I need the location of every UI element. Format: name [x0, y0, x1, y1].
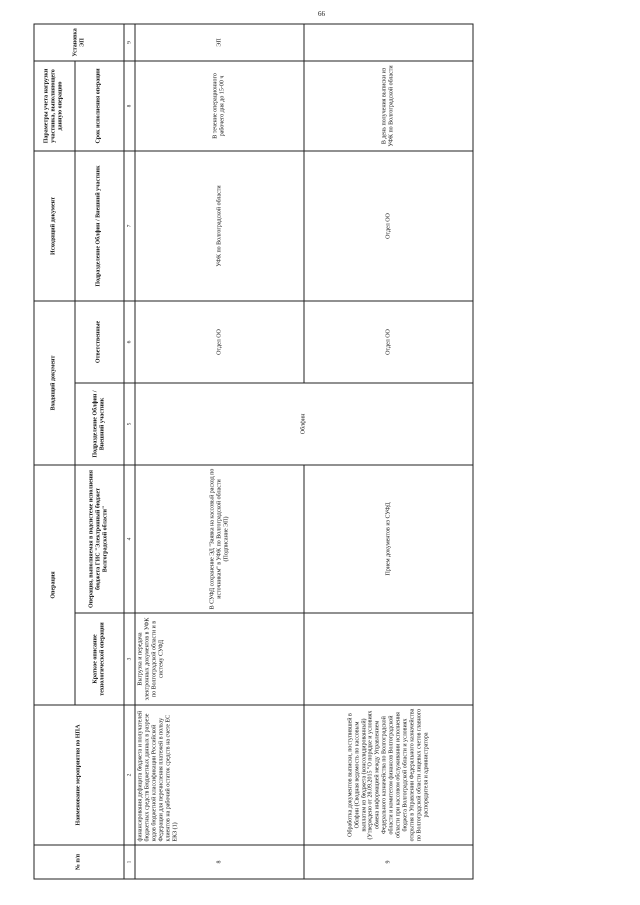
event-cell: Обработка документов выписки, поступившей в Облфин (Сводная ведомость по кассовым выплатам из бюджета (консолидированный) (Утверждено от 28.09.2015 "О порядке и условиях обмена информацией между Управлением Федерального казначейства по Волгоградской области и комитетом финансов Волгоградской области при кассовом обслуживании исполнения бюджета Волгоградской области и условиях открытия в Управлении Федерального казначейства по Волгоградской области лицевых счетов главного распорядителя и администратора [304, 705, 473, 845]
col-number: 4 [124, 465, 135, 613]
col-number: 9 [124, 24, 135, 61]
process-table [34, 23, 474, 879]
col-number: 1 [124, 845, 135, 879]
header-description: Краткое описание технологической операции [75, 613, 125, 705]
event-cell: финансирования дефицита бюджета и получателей бюджетных средств Бюджетных данных в разрезе кодов бюджетной классификации Российской Федерации для перечисления платежей в пользу клиентов на рабочий остаток средств на счете ЕС ЕКЗ (1) [135, 705, 304, 845]
responsible-cell: Отдел ОО [304, 301, 473, 383]
col-number: 7 [124, 151, 135, 301]
header-event: Наименование мероприятия по НПА [34, 705, 124, 845]
responsible-cell: Отдел ОО [135, 301, 304, 383]
out-dept-cell: Отдел ОО [304, 151, 473, 301]
header-in-dept: Подразделение Облфин / Внешний участник [75, 383, 125, 465]
header-output-doc: Исходящий документ [34, 151, 75, 301]
row-number: 8 [135, 845, 304, 879]
rotated-table-container [34, 25, 474, 880]
description-cell [304, 613, 473, 705]
col-number: 3 [124, 613, 135, 705]
page-number: 66 [318, 10, 325, 18]
col-number: 8 [124, 61, 135, 151]
header-signature: Установка ЭП [34, 24, 124, 61]
header-params: Параметры учета нагрузки участника, выполняющего данную операцию [34, 61, 75, 151]
signature-cell [304, 24, 473, 61]
description-cell: Выгрузка и передача электронных документов в УФК по Волгоградской области и в систему СУФД [135, 613, 304, 705]
deadline-cell: В день получения выписки из УФК по Волгоградской области [304, 61, 473, 151]
header-responsible: Ответственные [75, 301, 125, 383]
col-number: 6 [124, 301, 135, 383]
deadline-cell: В течение операционного рабочего дня до 15-00 ч [135, 61, 304, 151]
col-number: 2 [124, 705, 135, 845]
header-operation: Операция [34, 465, 75, 705]
header-deadline: Срок исполнения операции [75, 61, 125, 151]
table-row [135, 24, 304, 879]
header-num: № п/п [34, 845, 124, 879]
out-dept-cell: УФК по Волгоградской области [135, 151, 304, 301]
row-number: 9 [304, 845, 473, 879]
signature-cell: ЭП [135, 24, 304, 61]
subsystem-op-cell: Прием документов из СУФД [304, 465, 473, 613]
subsystem-op-cell: В СУФД сохранение ЭД "Заявка на кассовый расход по источникам" в УФК по Волгоградской области (Подписание ЭП) [135, 465, 304, 613]
header-out-dept: Подразделение Облфин / Внешний участник [75, 151, 125, 301]
in-dept-cell: Облфин [135, 383, 473, 465]
header-input-doc: Входящий документ [34, 301, 75, 465]
col-number: 5 [124, 383, 135, 465]
header-subsystem-op: Операция, выполняемая в подсистеме исполнения бюджета ГИС "Электронный бюджет Волгоградской области" [75, 465, 125, 613]
